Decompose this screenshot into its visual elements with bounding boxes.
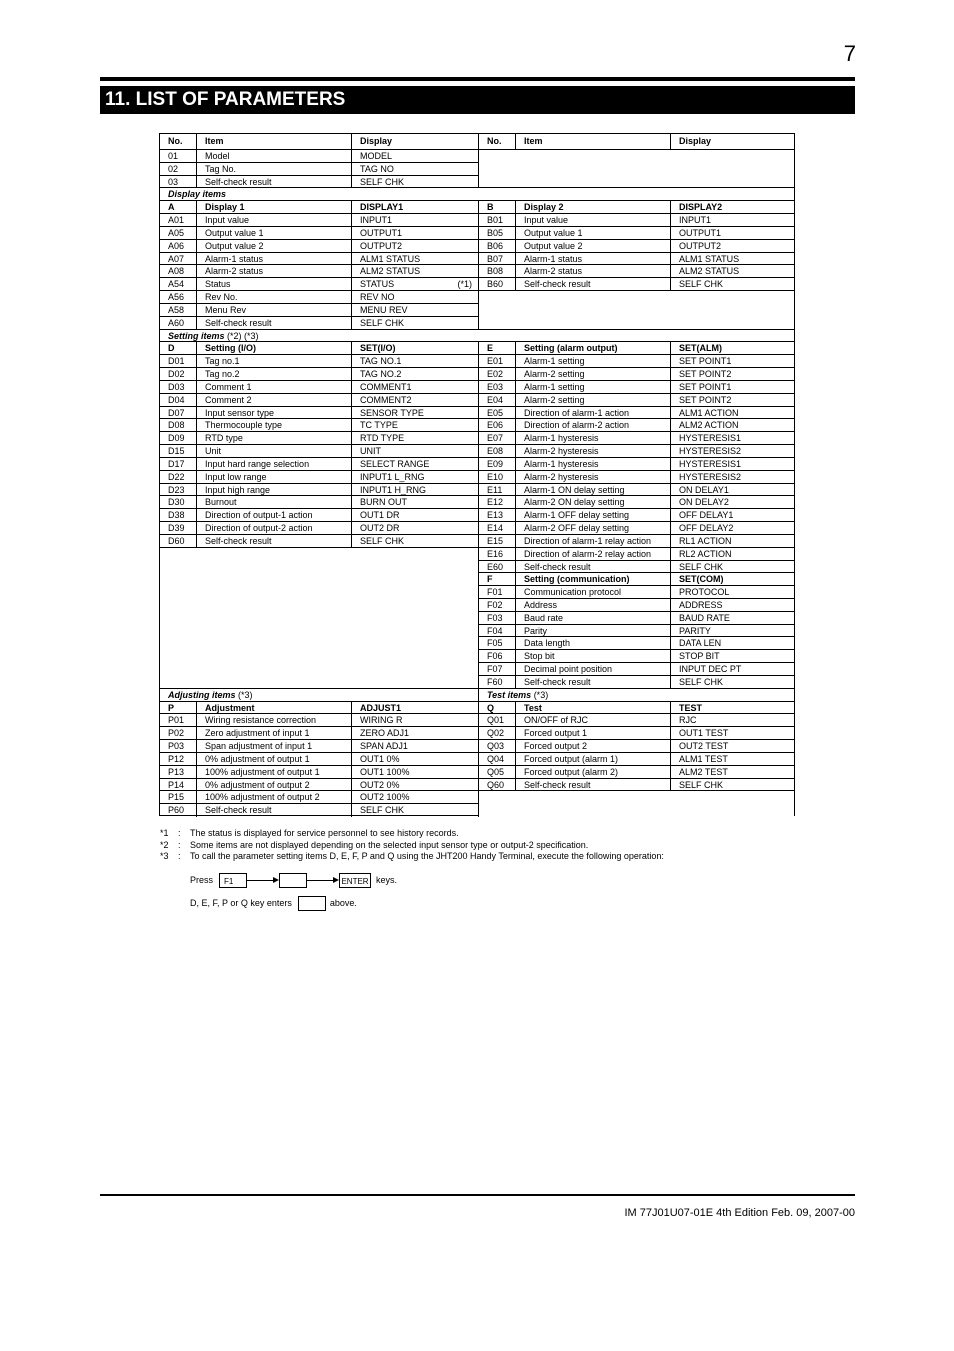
param-no: B07 [479, 253, 516, 266]
bottom-rule [100, 1194, 855, 1196]
param-no: E11 [479, 484, 516, 497]
param-display: OUTPUT1 [671, 227, 794, 240]
footnote-mark: *1 [160, 828, 169, 838]
param-display: ON DELAY1 [671, 484, 794, 497]
arrow-right-icon [247, 877, 279, 883]
param-item: Tag no.1 [197, 355, 352, 368]
param-display: ALM1 ACTION [671, 407, 794, 420]
param-item: Alarm-1 hysteresis [516, 432, 671, 445]
param-no: E01 [479, 355, 516, 368]
param-display: OUTPUT2 [671, 240, 794, 253]
group-header-item: Display 1 [197, 201, 352, 214]
param-item: Tag no.2 [197, 368, 352, 381]
param-display: PROTOCOL [671, 586, 794, 599]
param-item: Self-check result [516, 561, 671, 574]
group-header-no: Q [479, 702, 516, 715]
section-heading [479, 689, 794, 702]
param-item: Self-check result [516, 278, 671, 291]
param-item: Self-check result [197, 535, 352, 548]
group-header-display: SET(ALM) [671, 342, 794, 355]
param-no: D17 [160, 458, 197, 471]
param-display: ALM2 ACTION [671, 419, 794, 432]
param-display: OFF DELAY2 [671, 522, 794, 535]
param-display: INPUT1 H_RNG [352, 484, 479, 497]
param-no: D30 [160, 496, 197, 509]
param-display: ADDRESS [671, 599, 794, 612]
param-display: OUT2 TEST [671, 740, 794, 753]
parameter-table [159, 133, 795, 816]
param-no: B06 [479, 240, 516, 253]
blank-key-box [298, 896, 326, 911]
param-no: P14 [160, 779, 197, 792]
section-heading: Display items [160, 188, 794, 201]
param-item: Model [197, 150, 352, 163]
group-header-no: F [479, 573, 516, 586]
param-no: D04 [160, 394, 197, 407]
footnote-colon: : [178, 839, 181, 850]
group-header-item: Test [516, 702, 671, 715]
param-display: SELF CHK [352, 804, 479, 817]
param-display: COMMENT1 [352, 381, 479, 394]
param-display: SELF CHK [671, 676, 794, 689]
param-item: 100% adjustment of output 2 [197, 791, 352, 804]
param-item: RTD type [197, 432, 352, 445]
section-note: (*3) [531, 689, 549, 700]
param-no: E08 [479, 445, 516, 458]
param-display: ZERO ADJ1 [352, 727, 479, 740]
param-no: D08 [160, 419, 197, 432]
param-item: Direction of alarm-2 action [516, 419, 671, 432]
section-note: (*2) (*3) [224, 330, 259, 341]
footnote-mark: *2 [160, 839, 169, 850]
group-header-no: D [160, 342, 197, 355]
footnote-2 [160, 840, 840, 852]
param-no: P13 [160, 766, 197, 779]
param-display: DATA LEN [671, 637, 794, 650]
param-no: A05 [160, 227, 197, 240]
param-no: E03 [479, 381, 516, 394]
param-no: B05 [479, 227, 516, 240]
section-title: Adjusting items [168, 689, 236, 700]
param-no: A56 [160, 291, 197, 304]
param-display: STATUS [360, 279, 395, 290]
param-display: ALM2 STATUS [352, 265, 479, 278]
param-no: Q02 [479, 727, 516, 740]
param-no: F07 [479, 663, 516, 676]
param-no: Q04 [479, 753, 516, 766]
group-header-item: Display 2 [516, 201, 671, 214]
param-display: OFF DELAY1 [671, 509, 794, 522]
param-no: A06 [160, 240, 197, 253]
param-item: 0% adjustment of output 2 [197, 779, 352, 792]
param-display: UNIT [352, 445, 479, 458]
param-no: P03 [160, 740, 197, 753]
group-header-item: Setting (communication) [516, 573, 671, 586]
param-no: Q03 [479, 740, 516, 753]
param-display: OUTPUT2 [352, 240, 479, 253]
param-display: SELF CHK [352, 317, 479, 330]
group-header-no: E [479, 342, 516, 355]
param-item: Alarm-2 setting [516, 394, 671, 407]
group-header-item: Setting (I/O) [197, 342, 352, 355]
param-display: ON DELAY2 [671, 496, 794, 509]
above-label: above. [329, 898, 357, 908]
param-item: Alarm-2 hysteresis [516, 471, 671, 484]
group-header-no: A [160, 201, 197, 214]
footer-edition: IM 77J01U07-01E 4th Edition Feb. 09, 2007-00 [624, 1207, 855, 1219]
param-no: P60 [160, 804, 197, 817]
param-no: B08 [479, 265, 516, 278]
param-display: TC TYPE [352, 419, 479, 432]
param-display: STOP BIT [671, 650, 794, 663]
column-header-display: Display [671, 134, 794, 150]
param-item: Output value 1 [197, 227, 352, 240]
page-title: 11. LIST OF PARAMETERS [100, 86, 855, 114]
param-display: COMMENT2 [352, 394, 479, 407]
param-no: E13 [479, 509, 516, 522]
empty-cell [479, 791, 794, 817]
param-display: RTD TYPE [352, 432, 479, 445]
param-item: Alarm-2 hysteresis [516, 445, 671, 458]
param-item: Alarm-1 OFF delay setting [516, 509, 671, 522]
param-item: Input high range [197, 484, 352, 497]
top-rule [100, 77, 855, 81]
param-item: Comment 1 [197, 381, 352, 394]
column-header-display: Display [352, 134, 479, 150]
param-item: Direction of output-1 action [197, 509, 352, 522]
param-no: D03 [160, 381, 197, 394]
param-item: 0% adjustment of output 1 [197, 753, 352, 766]
param-display: ALM1 STATUS [671, 253, 794, 266]
section-heading [160, 330, 794, 343]
group-header-display: DISPLAY2 [671, 201, 794, 214]
param-item: Address [516, 599, 671, 612]
param-no: P15 [160, 791, 197, 804]
param-display: ALM2 TEST [671, 766, 794, 779]
param-item: Input sensor type [197, 407, 352, 420]
blank-key-box [279, 873, 307, 888]
footnote-colon: : [178, 828, 181, 838]
param-no: E15 [479, 535, 516, 548]
keys-label: keys. [376, 875, 398, 885]
param-item: Direction of alarm-1 action [516, 407, 671, 420]
page-number: 7 [843, 41, 856, 66]
footnote-text: To call the parameter setting items D, E, F, P and Q using the JHT200 Handy Terminal, execute the following operation: [190, 851, 664, 862]
param-no: D38 [160, 509, 197, 522]
param-display: OUT1 100% [352, 766, 479, 779]
param-no: 03 [160, 176, 197, 189]
status-footnote-ref: (*1) [457, 279, 472, 290]
column-header-item: Item [197, 134, 352, 150]
param-display: SET POINT1 [671, 355, 794, 368]
param-display: OUT2 DR [352, 522, 479, 535]
param-display: ALM2 STATUS [671, 265, 794, 278]
param-item: Wiring resistance correction [197, 714, 352, 727]
param-no: Q01 [479, 714, 516, 727]
param-item: Output value 2 [197, 240, 352, 253]
group-header-display: SET(I/O) [352, 342, 479, 355]
param-no: 02 [160, 163, 197, 176]
param-display: SELECT RANGE [352, 458, 479, 471]
column-header-item: Item [516, 134, 671, 150]
param-item: Alarm-1 setting [516, 355, 671, 368]
param-no: P01 [160, 714, 197, 727]
param-display: HYSTERESIS1 [671, 432, 794, 445]
param-item: Input hard range selection [197, 458, 352, 471]
param-no: E02 [479, 368, 516, 381]
param-item: Alarm-2 ON delay setting [516, 496, 671, 509]
param-item: Rev No. [197, 291, 352, 304]
param-display: OUTPUT1 [352, 227, 479, 240]
param-no: E05 [479, 407, 516, 420]
param-item: Span adjustment of input 1 [197, 740, 352, 753]
param-no: E14 [479, 522, 516, 535]
param-display: BURN OUT [352, 496, 479, 509]
param-display: RJC [671, 714, 794, 727]
param-item: Baud rate [516, 612, 671, 625]
param-item: Alarm-1 setting [516, 381, 671, 394]
key-enters-note [190, 894, 357, 912]
param-no: Q60 [479, 779, 516, 792]
param-item: Input low range [197, 471, 352, 484]
param-item: Tag No. [197, 163, 352, 176]
group-header-display: TEST [671, 702, 794, 715]
footnote-text: The status is displayed for service personnel to see history records. [190, 828, 459, 838]
footnote-3 [160, 851, 840, 863]
section-heading [160, 689, 479, 702]
param-display: OUT2 100% [352, 791, 479, 804]
footnote-text: Some items are not displayed depending on the selected input sensor type or output-2 specification. [190, 839, 589, 850]
param-display: OUT2 0% [352, 779, 479, 792]
param-item: Thermocouple type [197, 419, 352, 432]
param-item: Alarm-2 OFF delay setting [516, 522, 671, 535]
param-display: REV NO [352, 291, 479, 304]
param-no: A60 [160, 317, 197, 330]
param-item: Self-check result [516, 779, 671, 792]
empty-cell [160, 548, 479, 689]
param-no: D09 [160, 432, 197, 445]
param-item: Output value 2 [516, 240, 671, 253]
param-display: SELF CHK [671, 561, 794, 574]
param-no: E09 [479, 458, 516, 471]
arrow-right-icon [307, 877, 339, 883]
param-no: Q05 [479, 766, 516, 779]
enter-key: ENTER [339, 873, 371, 888]
param-item: Zero adjustment of input 1 [197, 727, 352, 740]
param-no: B60 [479, 278, 516, 291]
param-no: A58 [160, 304, 197, 317]
param-display: ALM1 STATUS [352, 253, 479, 266]
param-item: Unit [197, 445, 352, 458]
param-no: F05 [479, 637, 516, 650]
param-item: Output value 1 [516, 227, 671, 240]
param-no: D60 [160, 535, 197, 548]
param-no: P12 [160, 753, 197, 766]
param-display: MODEL [352, 150, 479, 163]
param-display: INPUT DEC PT [671, 663, 794, 676]
group-header-display: ADJUST1 [352, 702, 479, 715]
column-header-no: No. [479, 134, 516, 150]
param-item: Alarm-1 ON delay setting [516, 484, 671, 497]
enters-label: D, E, F, P or Q key enters [190, 898, 292, 908]
param-item: Burnout [197, 496, 352, 509]
key-sequence [190, 871, 397, 889]
param-no: D15 [160, 445, 197, 458]
footnotes [160, 828, 840, 863]
group-header-no: P [160, 702, 197, 715]
param-item: Alarm-1 status [516, 253, 671, 266]
param-item: Comment 2 [197, 394, 352, 407]
param-display: SELF CHK [671, 278, 794, 291]
param-item: Direction of alarm-1 relay action [516, 535, 671, 548]
param-item: Parity [516, 625, 671, 638]
param-display: INPUT1 [352, 214, 479, 227]
param-display: SPAN ADJ1 [352, 740, 479, 753]
param-item: Alarm-1 status [197, 253, 352, 266]
param-display: INPUT1 [671, 214, 794, 227]
param-item: Status [197, 278, 352, 291]
param-display: HYSTERESIS1 [671, 458, 794, 471]
param-item: Self-check result [197, 176, 352, 189]
param-no: E10 [479, 471, 516, 484]
param-display: TAG NO.1 [352, 355, 479, 368]
param-no: P02 [160, 727, 197, 740]
column-header-no: No. [160, 134, 197, 150]
param-display: WIRING R [352, 714, 479, 727]
param-no: A01 [160, 214, 197, 227]
section-note: (*3) [235, 689, 253, 700]
param-item: ON/OFF of RJC [516, 714, 671, 727]
param-no: D07 [160, 407, 197, 420]
group-header-display: DISPLAY1 [352, 201, 479, 214]
param-display: INPUT1 L_RNG [352, 471, 479, 484]
param-item: Data length [516, 637, 671, 650]
param-item: Decimal point position [516, 663, 671, 676]
param-no: E12 [479, 496, 516, 509]
param-display: RL2 ACTION [671, 548, 794, 561]
param-item: Input value [197, 214, 352, 227]
param-display: SET POINT1 [671, 381, 794, 394]
param-item: Forced output 2 [516, 740, 671, 753]
group-header-item: Setting (alarm output) [516, 342, 671, 355]
param-item: Alarm-2 status [516, 265, 671, 278]
param-display [352, 278, 479, 291]
param-display: MENU REV [352, 304, 479, 317]
parameter-grid [160, 134, 794, 815]
param-item: Forced output (alarm 1) [516, 753, 671, 766]
f1-key: F1 [219, 873, 247, 888]
param-display: SELF CHK [352, 176, 479, 189]
param-no: D22 [160, 471, 197, 484]
param-no: B01 [479, 214, 516, 227]
group-header-item: Adjustment [197, 702, 352, 715]
param-item: Direction of output-2 action [197, 522, 352, 535]
param-item: Self-check result [197, 804, 352, 817]
param-no: F06 [479, 650, 516, 663]
param-item: Input value [516, 214, 671, 227]
param-no: E16 [479, 548, 516, 561]
param-no: A07 [160, 253, 197, 266]
param-display: SELF CHK [352, 535, 479, 548]
param-display: OUT1 TEST [671, 727, 794, 740]
param-display: PARITY [671, 625, 794, 638]
param-no: F03 [479, 612, 516, 625]
param-no: E04 [479, 394, 516, 407]
param-no: D01 [160, 355, 197, 368]
param-display: SET POINT2 [671, 368, 794, 381]
param-no: F04 [479, 625, 516, 638]
param-display: TAG NO.2 [352, 368, 479, 381]
param-item: Menu Rev [197, 304, 352, 317]
param-item: Alarm-2 setting [516, 368, 671, 381]
param-item: Stop bit [516, 650, 671, 663]
param-display: ALM1 TEST [671, 753, 794, 766]
param-display: SET POINT2 [671, 394, 794, 407]
param-item: Communication protocol [516, 586, 671, 599]
param-no: F60 [479, 676, 516, 689]
param-display: SENSOR TYPE [352, 407, 479, 420]
param-item: Direction of alarm-2 relay action [516, 548, 671, 561]
press-label: Press [190, 875, 214, 885]
empty-cell [479, 150, 794, 188]
param-no: D02 [160, 368, 197, 381]
param-item: Alarm-1 hysteresis [516, 458, 671, 471]
group-header-display: SET(COM) [671, 573, 794, 586]
param-no: A08 [160, 265, 197, 278]
empty-cell [479, 291, 794, 329]
param-item: 100% adjustment of output 1 [197, 766, 352, 779]
param-no: E60 [479, 561, 516, 574]
param-item: Self-check result [197, 317, 352, 330]
param-display: SELF CHK [671, 779, 794, 792]
param-display: RL1 ACTION [671, 535, 794, 548]
param-no: D23 [160, 484, 197, 497]
param-item: Forced output (alarm 2) [516, 766, 671, 779]
section-title: Test items [487, 689, 532, 700]
param-item: Self-check result [516, 676, 671, 689]
param-no: F01 [479, 586, 516, 599]
param-no: F02 [479, 599, 516, 612]
param-display: TAG NO [352, 163, 479, 176]
param-display: HYSTERESIS2 [671, 445, 794, 458]
param-no: 01 [160, 150, 197, 163]
param-item: Alarm-2 status [197, 265, 352, 278]
param-item: Forced output 1 [516, 727, 671, 740]
param-display: BAUD RATE [671, 612, 794, 625]
param-display: OUT1 0% [352, 753, 479, 766]
param-no: D39 [160, 522, 197, 535]
param-no: E07 [479, 432, 516, 445]
param-no: A54 [160, 278, 197, 291]
footnote-1 [160, 828, 840, 840]
section-title: Setting items [168, 330, 225, 341]
footnote-colon: : [178, 851, 181, 862]
param-display: HYSTERESIS2 [671, 471, 794, 484]
footnote-mark: *3 [160, 851, 169, 862]
param-no: E06 [479, 419, 516, 432]
param-display: OUT1 DR [352, 509, 479, 522]
group-header-no: B [479, 201, 516, 214]
